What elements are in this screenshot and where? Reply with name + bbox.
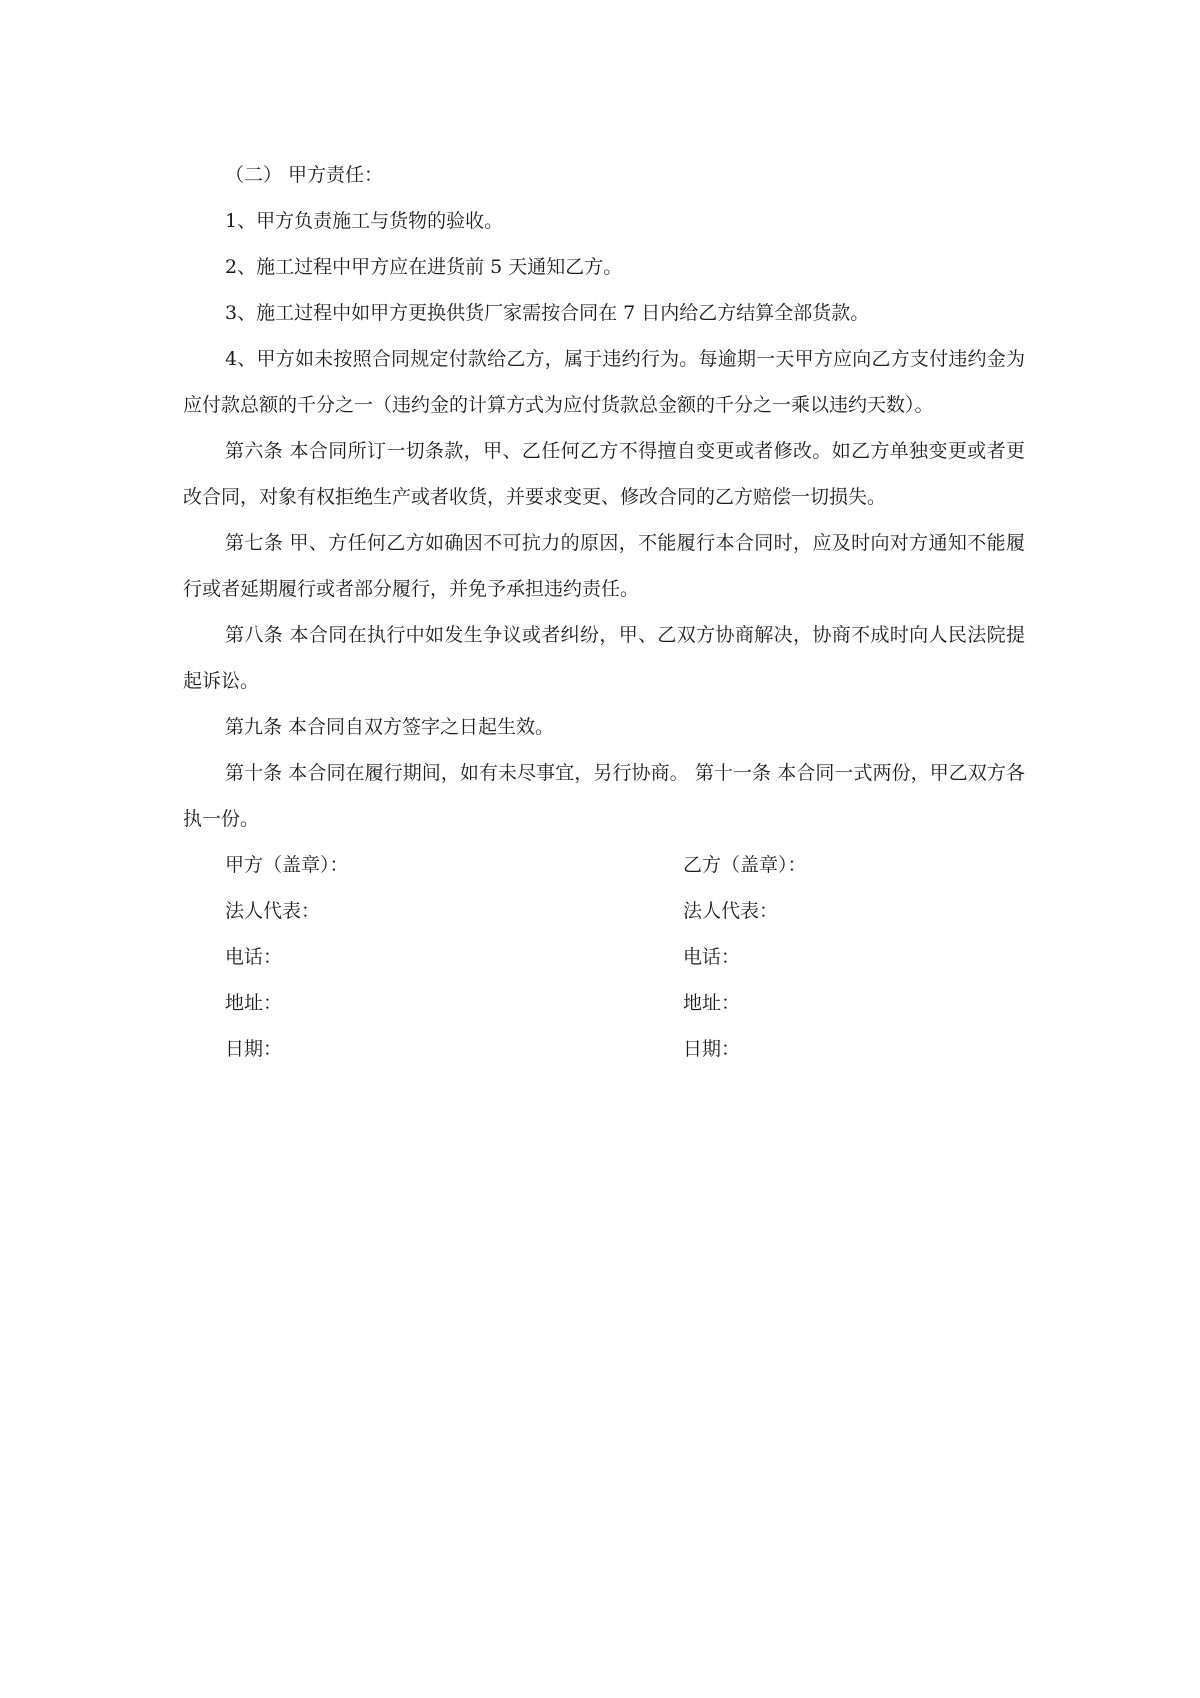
party-b-address: 地址： <box>683 992 741 1014</box>
signature-row-seal <box>183 842 1025 888</box>
signature-row-address <box>183 980 1025 1026</box>
party-a-date: 日期： <box>225 1038 283 1060</box>
clause-item-2: 2、施工过程中甲方应在进货前 5 天通知乙方。 <box>225 256 623 278</box>
article-10-11: 第十条 本合同在履行期间，如有未尽事宜，另行协商。 第十一条 本合同一式两份，甲乙双方各执一份。 <box>183 762 1025 830</box>
party-a-rep: 法人代表： <box>225 900 321 922</box>
article-7: 第七条 甲、方任何乙方如确因不可抗力的原因，不能履行本合同时，应及时向对方通知不能履行或者延期履行或者部分履行，并免予承担违约责任。 <box>183 532 1025 600</box>
clause-item-3: 3、施工过程中如甲方更换供货厂家需按合同在 7 日内给乙方结算全部货款。 <box>225 302 870 324</box>
party-b-rep: 法人代表： <box>683 900 779 922</box>
party-b-seal: 乙方（盖章）： <box>683 854 807 876</box>
section-heading-party-a-duties: （二） 甲方责任： <box>225 164 384 186</box>
party-a-seal: 甲方（盖章）： <box>225 854 349 876</box>
party-a-phone: 电话： <box>225 946 283 968</box>
signature-block <box>183 842 1025 1072</box>
document-body <box>183 152 1025 1072</box>
article-8: 第八条 本合同在执行中如发生争议或者纠纷，甲、乙双方协商解决，协商不成时向人民法院提起诉讼。 <box>183 624 1025 692</box>
party-b-phone: 电话： <box>683 946 741 968</box>
signature-row-date <box>183 1026 1025 1072</box>
clause-item-4: 4、甲方如未按照合同规定付款给乙方，属于违约行为。每逾期一天甲方应向乙方支付违约金为应付款总额的千分之一（违约金的计算方式为应付货款总金额的千分之一乘以违约天数）。 <box>183 348 1025 416</box>
party-b-date: 日期： <box>683 1038 741 1060</box>
signature-row-phone <box>183 934 1025 980</box>
article-9: 第九条 本合同自双方签字之日起生效。 <box>225 716 555 738</box>
clause-item-1: 1、甲方负责施工与货物的验收。 <box>225 210 504 232</box>
party-a-address: 地址： <box>225 992 283 1014</box>
article-6: 第六条 本合同所订一切条款，甲、乙任何乙方不得擅自变更或者修改。如乙方单独变更或者更改合同，对象有权拒绝生产或者收货，并要求变更、修改合同的乙方赔偿一切损失。 <box>183 440 1025 508</box>
signature-row-rep <box>183 888 1025 934</box>
